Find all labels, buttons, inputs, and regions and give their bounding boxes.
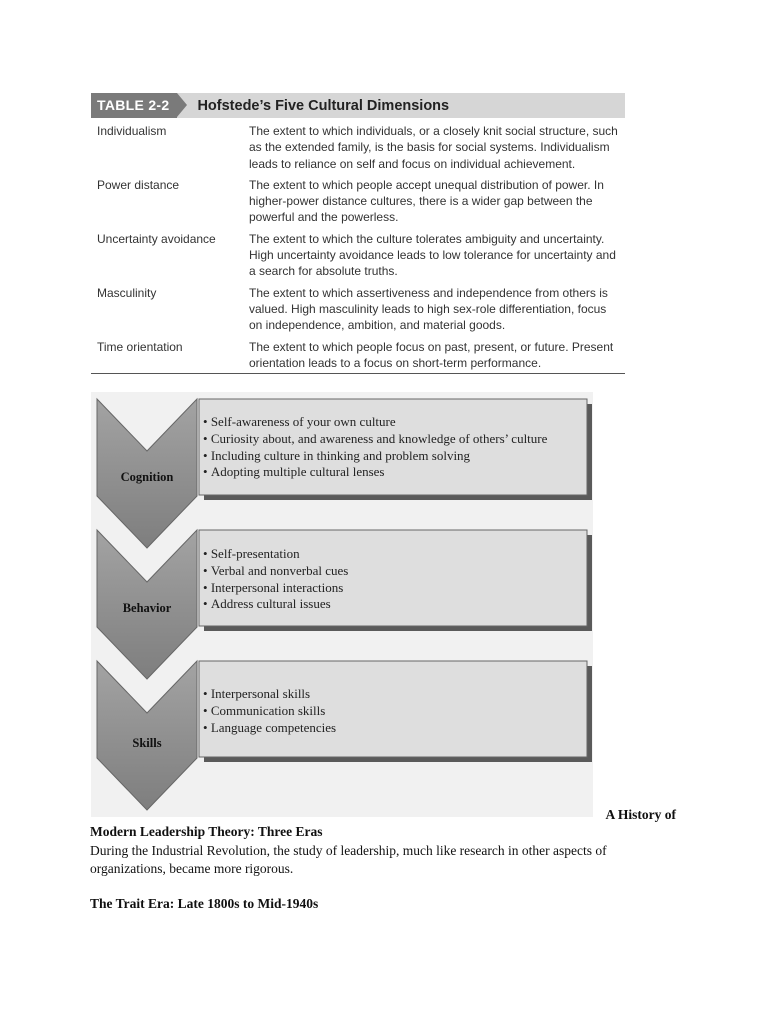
list-item: • Self-awareness of your own culture <box>203 414 547 431</box>
list-item: • Interpersonal interactions <box>203 580 348 597</box>
body-paragraph: During the Industrial Revolution, the study of leadership, much like research in other aspects of organizations, became more rigorous. <box>90 843 607 876</box>
row-definition: The extent to which people focus on past, present, or future. Present orientation leads to a focus on short-term performance. <box>249 339 614 370</box>
hofstede-table <box>91 93 625 374</box>
table-bottom-rule <box>91 373 625 374</box>
table-row <box>91 177 625 226</box>
row-term: Masculinity <box>97 285 157 300</box>
row-definition: The extent to which individuals, or a closely knit social structure, such as the extended family, is the basis for social systems. Individualism leads to reliance on self and focus on individual achievement. <box>249 124 618 171</box>
list-item: • Curiosity about, and awareness and knowledge of others’ culture <box>203 431 547 448</box>
table-row <box>91 339 625 372</box>
behavior-list <box>203 546 348 613</box>
list-item: • Address cultural issues <box>203 596 348 613</box>
table-row <box>91 231 625 280</box>
skills-list <box>203 686 336 736</box>
list-item: • Language competencies <box>203 720 336 737</box>
subsection-heading: The Trait Era: Late 1800s to Mid-1940s <box>90 896 319 911</box>
table-title: Hofstede’s Five Cultural Dimensions <box>197 97 450 114</box>
list-item: • Self-presentation <box>203 546 348 563</box>
cognition-list <box>203 414 547 481</box>
table-header <box>91 93 625 118</box>
list-item: • Adopting multiple cultural lenses <box>203 464 547 481</box>
list-item: • Communication skills <box>203 703 336 720</box>
list-item: • Interpersonal skills <box>203 686 336 703</box>
table-row <box>91 123 625 172</box>
cultural-competence-diagram <box>91 392 593 817</box>
stage-label-skills: Skills <box>132 736 162 750</box>
row-definition: The extent to which assertiveness and independence from others is valued. High masculinity leads to high sex-role differentiation, focus on independence, ambition, and material goods. <box>249 285 608 333</box>
row-term: Power distance <box>97 177 180 192</box>
section-heading-start: A History of <box>605 807 676 822</box>
list-item: • Including culture in thinking and problem solving <box>203 448 547 465</box>
row-term: Individualism <box>97 124 167 138</box>
table-row <box>91 285 625 334</box>
list-item: • Verbal and nonverbal cues <box>203 563 348 580</box>
row-term: Time orientation <box>97 339 183 354</box>
table-label: TABLE 2-2 <box>91 93 177 118</box>
section-heading: Modern Leadership Theory: Three Eras <box>90 824 323 839</box>
stage-label-behavior: Behavior <box>122 601 172 615</box>
stage-label-cognition: Cognition <box>120 470 174 484</box>
row-term: Uncertainty avoidance <box>97 231 216 246</box>
row-definition: The extent to which the culture tolerates ambiguity and uncertainty. High uncertainty avoidance leads to low tolerance for uncertainty and a search for absolute truths. <box>249 231 616 279</box>
row-definition: The extent to which people accept unequal distribution of power. In higher-power distance cultures, there is a wider gap between the powerful and the powerless. <box>249 177 604 225</box>
